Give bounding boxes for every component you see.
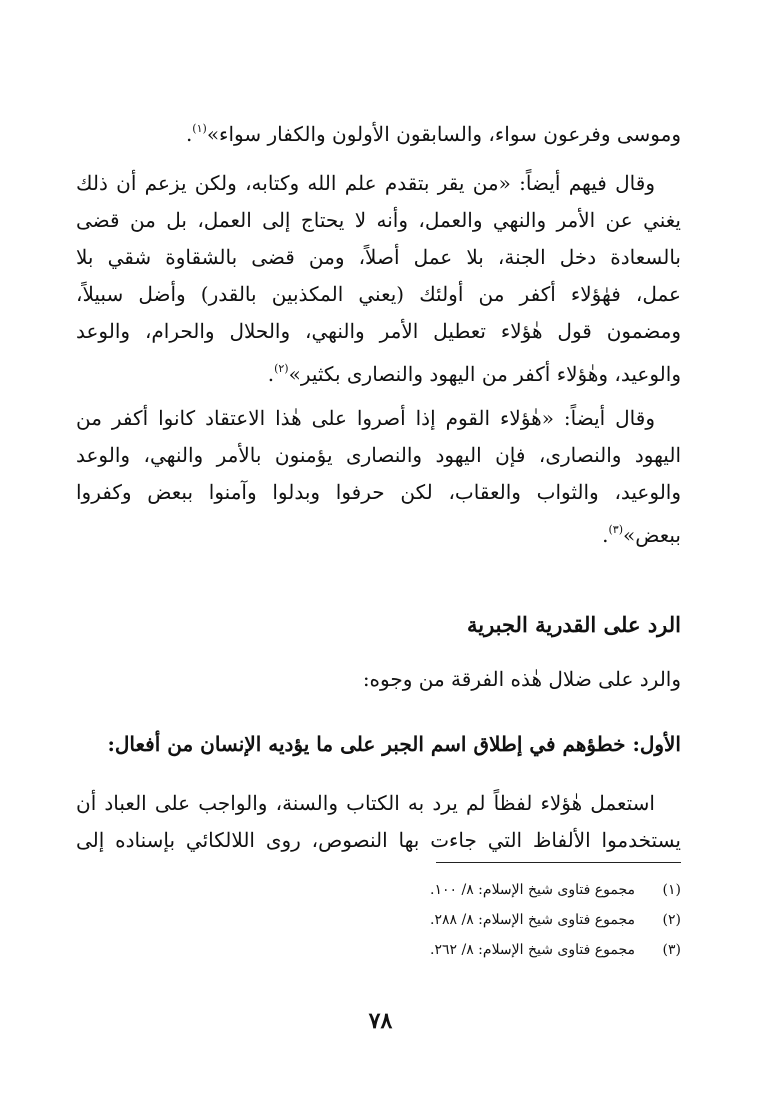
page-number: ٧٨ <box>368 1008 393 1034</box>
paragraph-2-line-4: عمل، فهٰؤلاء أكفر من أولئك (يعني المكذبين بالقدر) وأضل سبيلاً، <box>76 282 681 306</box>
paragraph-4 <box>76 785 681 859</box>
footnote-ref-2: (٢) <box>274 362 289 375</box>
paragraph-2-line-5: ومضمون قول هٰؤلاء تعطيل الأمر والنهي، والحلال والحرام، والوعد <box>76 319 681 343</box>
section-subheading: والرد على ضلال هٰذه الفرقة من وجوه: <box>362 667 681 691</box>
paragraph-3-line-3: والوعيد، والثواب والعقاب، لكن حرفوا وبدلوا وآمنوا ببعض وكفروا <box>76 480 681 504</box>
paragraph-3-last-text: ببعض» <box>623 523 681 547</box>
footnote-divider <box>436 862 681 863</box>
paragraph-2-line-6 <box>76 350 681 393</box>
footnote-1-text: مجموع فتاوى شيخ الإسلام: ٨/ ١٠٠. <box>430 882 635 898</box>
paragraph-2-line-2: يغني عن الأمر والنهي والعمل، وأنه لا يحتاج إلى العمل، بل من قضى <box>76 208 681 232</box>
paragraph-2 <box>76 165 681 393</box>
paragraph-1-line <box>76 110 681 153</box>
paragraph-3-line-4 <box>76 511 681 554</box>
footnote-1-number: (١) <box>662 882 681 898</box>
paragraph-3-line-2: اليهود والنصارى، فإن اليهود والنصارى يؤمنون بالأمر والنهي، والوعد <box>76 443 681 467</box>
footnote-ref-1: (١) <box>192 122 207 135</box>
paragraph-1 <box>76 110 681 153</box>
paragraph-2-line-1: وقال فيهم أيضاً: «من يقر بتقدم علم الله وكتابه، ولكن يزعم أن ذلك <box>76 171 655 195</box>
footnote-3-number: (٣) <box>662 942 681 958</box>
footnote-3-text: مجموع فتاوى شيخ الإسلام: ٨/ ٢٦٢. <box>430 942 635 958</box>
paragraph-2-end: . <box>267 362 275 386</box>
paragraph-3-line-1: وقال أيضاً: «هٰؤلاء القوم إذا أصروا على هٰذا الاعتقاد كانوا أكفر من <box>76 406 655 430</box>
footnote-ref-3: (٣) <box>608 523 623 536</box>
paragraph-1-end: . <box>185 122 193 146</box>
paragraph-4-line-1: استعمل هٰؤلاء لفظاً لم يرد به الكتاب والسنة، والواجب على العباد أن <box>76 791 655 815</box>
paragraph-3 <box>76 400 681 554</box>
footnote-3 <box>430 942 681 958</box>
footnote-2 <box>430 912 681 928</box>
paragraph-1-text: وموسى وفرعون سواء، والسابقون الأولون والكفار سواء» <box>206 122 681 146</box>
paragraph-3-end: . <box>602 523 609 547</box>
footnote-2-text: مجموع فتاوى شيخ الإسلام: ٨/ ٢٨٨. <box>430 912 635 928</box>
paragraph-4-line-2: يستخدموا الألفاظ التي جاءت بها النصوص، روى اللالكائي بإسناده إلى <box>76 828 681 852</box>
section-heading: الرد على القدرية الجبرية <box>466 612 681 637</box>
footnote-2-number: (٢) <box>662 912 681 928</box>
paragraph-2-last-text: والوعيد، وهٰؤلاء أكفر من اليهود والنصارى بكثير» <box>288 362 681 386</box>
footnote-1 <box>430 882 681 898</box>
point-1-heading: الأول: خطؤهم في إطلاق اسم الجبر على ما يؤديه الإنسان من أفعال: <box>107 732 681 756</box>
paragraph-2-line-3: بالسعادة دخل الجنة، بلا عمل أصلاً، ومن قضى بالشقاوة شقي بلا <box>76 245 681 269</box>
